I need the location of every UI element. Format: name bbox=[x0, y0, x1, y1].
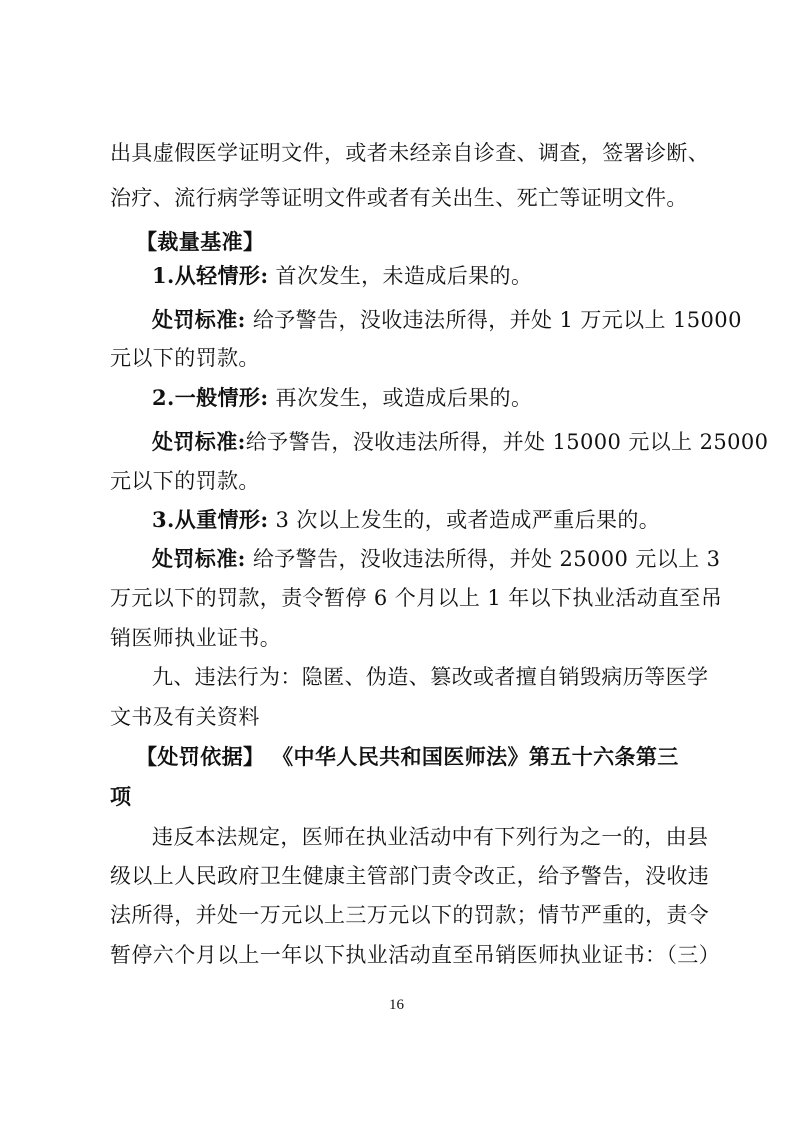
penalty-standard-text: 给予警告，没收违法所得，并处 1 万元以上 15000 bbox=[245, 308, 742, 332]
penalty-basis-heading-cont: 项 bbox=[110, 784, 132, 809]
general-circumstance-line bbox=[152, 378, 700, 418]
severe-circumstance-line bbox=[152, 500, 700, 540]
minor-circumstance-line bbox=[152, 256, 700, 296]
text-line: 文书及有关资料 bbox=[110, 705, 260, 729]
violation-item-heading: 九、违法行为：隐匿、伪造、篡改或者擅自销毁病历等医学 bbox=[152, 665, 709, 689]
penalty-standard-text: 给予警告，没收违法所得，并处 25000 元以上 3 bbox=[245, 547, 721, 571]
penalty-basis-heading: 【处罚依据】 《中华人民共和国医师法》第五十六条第三 bbox=[136, 744, 679, 769]
section-heading-benchmark: 【裁量基准】 bbox=[136, 229, 265, 254]
text-line: 出具虚假医学证明文件，或者未经亲自诊查、调查，签署诊断、 bbox=[110, 141, 710, 165]
minor-circumstance-text: 首次发生，未造成后果的。 bbox=[268, 264, 533, 288]
page-number: 16 bbox=[389, 997, 404, 1013]
text-line: 元以下的罚款。 bbox=[110, 346, 260, 370]
text-line: 销医师执业证书。 bbox=[110, 626, 282, 650]
penalty-standard-line bbox=[152, 422, 769, 462]
text-line: 元以下的罚款。 bbox=[110, 469, 260, 493]
penalty-standard-line bbox=[152, 539, 721, 579]
penalty-standard-label: 处罚标准: bbox=[152, 546, 246, 571]
text-line: 万元以下的罚款，责令暂停 6 个月以上 1 年以下执业活动直至吊 bbox=[110, 586, 723, 610]
law-text-line: 法所得，并处一万元以上三万元以下的罚款；情节严重的，责令 bbox=[110, 903, 710, 927]
law-text-line: 暂停六个月以上一年以下执业活动直至吊销医师执业证书：（三） bbox=[110, 943, 721, 967]
general-circumstance-label: 2.一般情形: bbox=[152, 385, 269, 410]
general-circumstance-text: 再次发生，或造成后果的。 bbox=[268, 386, 533, 410]
text-line: 治疗、流行病学等证明文件或者有关出生、死亡等证明文件。 bbox=[110, 186, 688, 210]
severe-circumstance-label: 3.从重情形: bbox=[152, 507, 269, 532]
penalty-standard-text: 给予警告，没收违法所得，并处 15000 元以上 25000 bbox=[245, 430, 769, 454]
minor-circumstance-label: 1.从轻情形: bbox=[152, 263, 269, 288]
penalty-standard-label: 处罚标准: bbox=[152, 307, 246, 332]
law-text-line: 级以上人民政府卫生健康主管部门责令改正，给予警告，没收违 bbox=[110, 864, 710, 888]
penalty-standard-label: 处罚标准: bbox=[152, 429, 246, 454]
penalty-standard-line bbox=[152, 300, 742, 340]
law-text-line: 违反本法规定，医师在执业活动中有下列行为之一的，由县 bbox=[152, 825, 709, 849]
severe-circumstance-text: 3 次以上发生的，或者造成严重后果的。 bbox=[268, 508, 661, 532]
